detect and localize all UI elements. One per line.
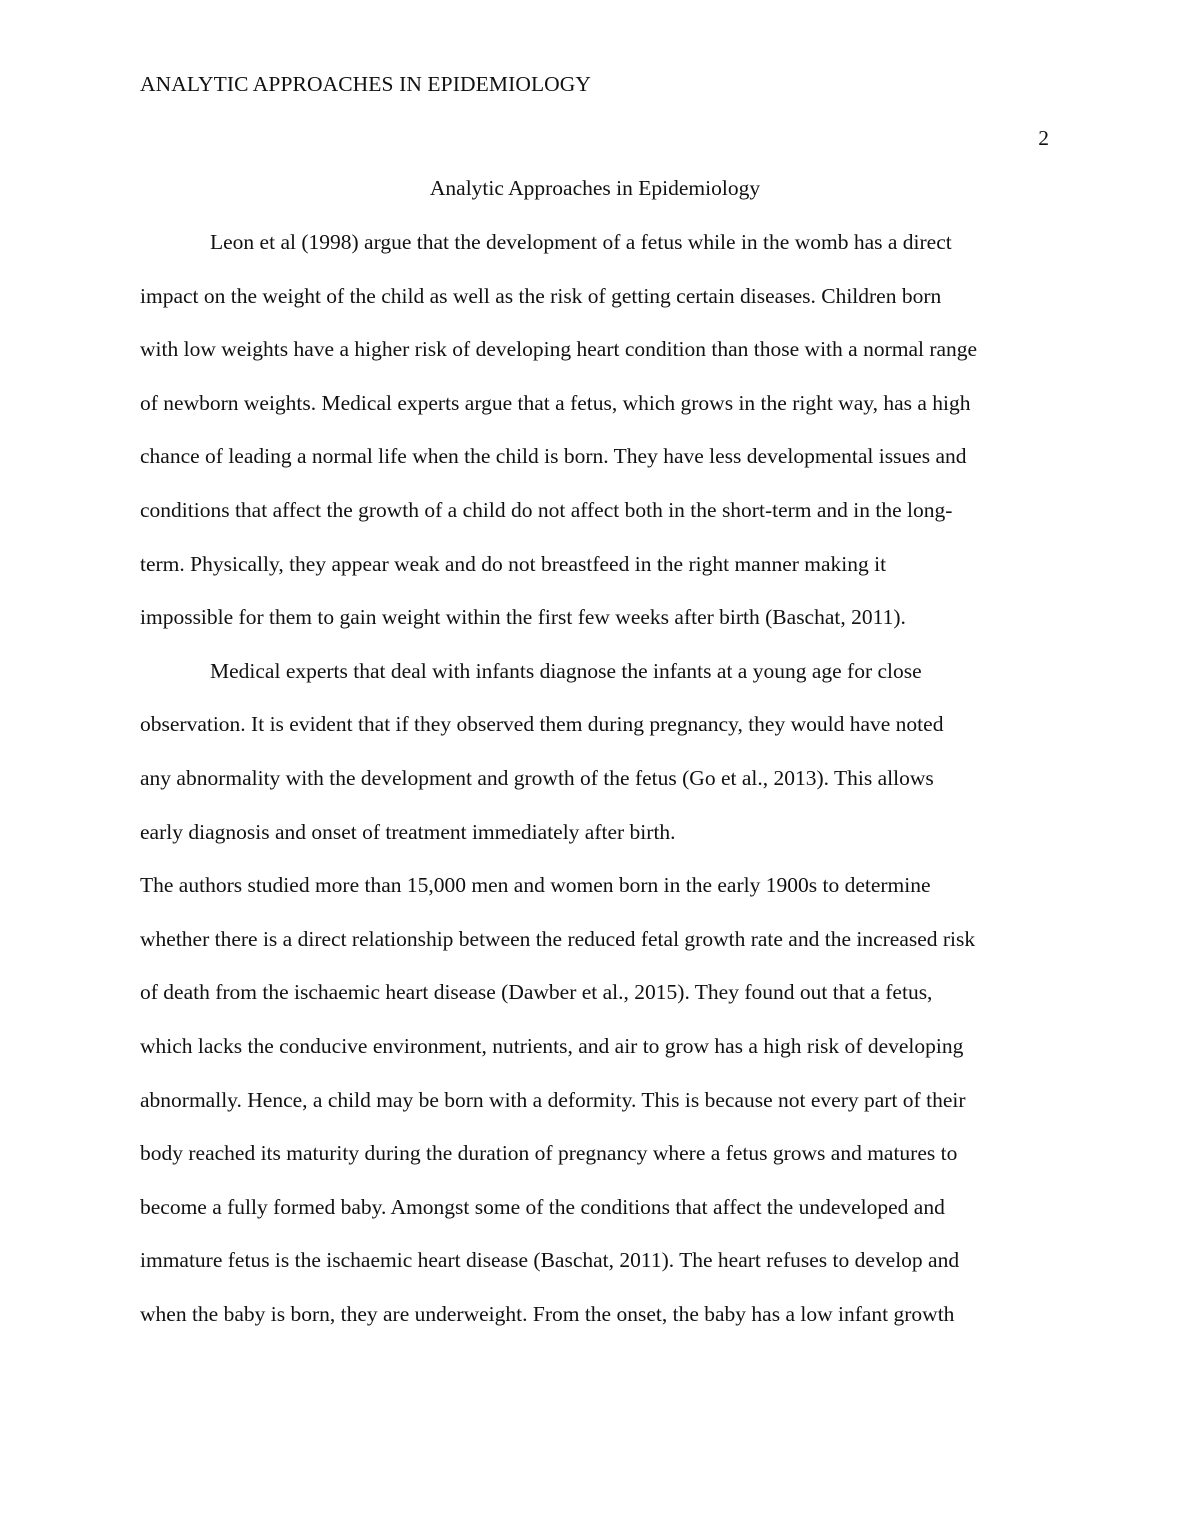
paragraph-line: immature fetus is the ischaemic heart disease (Baschat, 2011). The heart refuses to develop and bbox=[140, 1248, 960, 1273]
paragraph-line: term. Physically, they appear weak and do not breastfeed in the right manner making it bbox=[140, 551, 887, 576]
paragraph-line: The authors studied more than 15,000 men and women born in the early 1900s to determine bbox=[140, 873, 931, 898]
paragraph-line: impossible for them to gain weight within the first few weeks after birth (Baschat, 2011). bbox=[140, 605, 906, 630]
paragraph-line: of death from the ischaemic heart disease (Dawber et al., 2015). They found out that a fetus, bbox=[140, 980, 933, 1005]
page-number: 2 bbox=[1038, 126, 1049, 150]
paragraph-1 bbox=[140, 216, 1050, 645]
paragraph-line: when the baby is born, they are underweight. From the onset, the baby has a low infant growth bbox=[140, 1301, 955, 1326]
paragraph-line: whether there is a direct relationship between the reduced fetal growth rate and the increased risk bbox=[140, 926, 976, 951]
paragraph-line: conditions that affect the growth of a child do not affect both in the short-term and in the long- bbox=[140, 497, 953, 522]
paragraph-line: with low weights have a higher risk of developing heart condition than those with a normal range bbox=[140, 337, 978, 362]
paragraph-line: body reached its maturity during the duration of pregnancy where a fetus grows and matures to bbox=[140, 1141, 958, 1166]
paragraph-line: impact on the weight of the child as well as the risk of getting certain diseases. Children born bbox=[140, 283, 942, 308]
paragraph-3 bbox=[140, 859, 1050, 1341]
paragraph-line: Leon et al (1998) argue that the development of a fetus while in the womb has a direct bbox=[210, 230, 952, 254]
paragraph-2 bbox=[140, 645, 1050, 859]
running-head: ANALYTIC APPROACHES IN EPIDEMIOLOGY bbox=[140, 72, 592, 96]
paragraph-line: any abnormality with the development and growth of the fetus (Go et al., 2013). This allows bbox=[140, 765, 934, 790]
paragraph-line: chance of leading a normal life when the child is born. They have less developmental issues and bbox=[140, 444, 967, 469]
paragraph-line: early diagnosis and onset of treatment immediately after birth. bbox=[140, 819, 676, 844]
paragraph-line: become a fully formed baby. Amongst some of the conditions that affect the undeveloped and bbox=[140, 1194, 945, 1219]
document-title: Analytic Approaches in Epidemiology bbox=[429, 176, 761, 200]
body-text bbox=[140, 216, 1050, 1341]
paragraph-line: abnormally. Hence, a child may be born with a deformity. This is because not every part of their bbox=[140, 1087, 966, 1112]
paragraph-line: which lacks the conducive environment, nutrients, and air to grow has a high risk of developing bbox=[140, 1033, 964, 1058]
paragraph-line: observation. It is evident that if they observed them during pregnancy, they would have noted bbox=[140, 712, 944, 737]
paragraph-line: Medical experts that deal with infants diagnose the infants at a young age for close bbox=[210, 658, 922, 683]
paragraph-line: of newborn weights. Medical experts argue that a fetus, which grows in the right way, has a high bbox=[140, 390, 971, 415]
